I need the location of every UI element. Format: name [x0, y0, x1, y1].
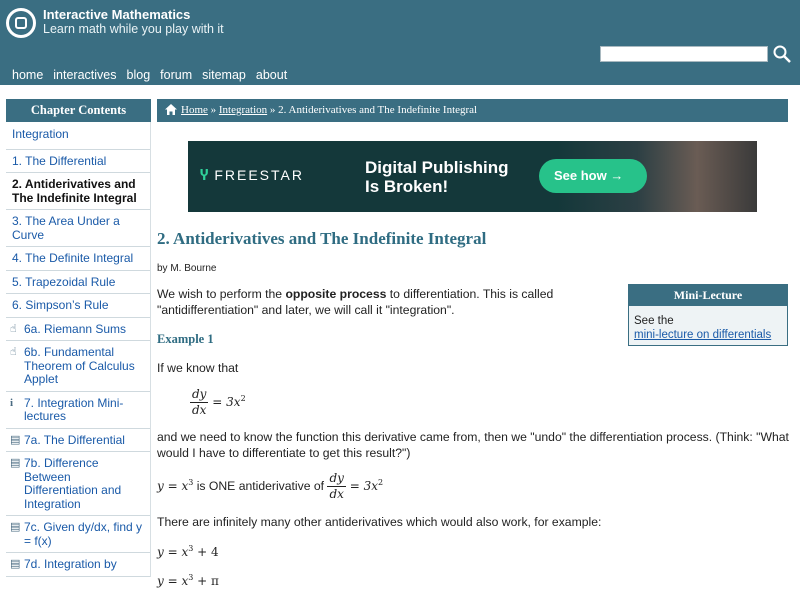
main-nav: [12, 68, 287, 82]
search-input[interactable]: [600, 46, 768, 62]
site-tagline: Learn math while you play with it: [43, 22, 224, 36]
nav-interactives[interactable]: interactives: [53, 68, 117, 82]
sidebar-item-6[interactable]: 6. Simpson’s Rule: [6, 294, 150, 318]
sidebar-item-7[interactable]: i 7. Integration Mini-lectures: [6, 392, 150, 429]
sidebar-item-2-current: 2. Antiderivatives and The Indefinite Integral: [6, 173, 150, 210]
equation-example-plus-4: $y = x^3 + 4$: [157, 544, 219, 559]
search-icon[interactable]: [772, 44, 792, 64]
example-heading: Example 1: [157, 332, 214, 346]
sidebar-item-7c[interactable]: ▤ 7c. Given dy/dx, find y = f(x): [6, 516, 150, 553]
ad-brand-logo: Ⴤ FREESTAR: [200, 167, 304, 183]
sidebar-item-4[interactable]: 4. The Definite Integral: [6, 247, 150, 271]
sidebar-item-1[interactable]: 1. The Differential: [6, 150, 150, 174]
slides-icon: ▤: [10, 457, 21, 469]
nav-home[interactable]: home: [12, 68, 44, 82]
sidebar-item-3[interactable]: 3. The Area Under a Curve: [6, 210, 150, 247]
intro-paragraph: We wish to perform the opposite process to differentiation. This is called "antidifferentiation" and later, we will call it "integration".: [157, 287, 554, 317]
info-icon: i: [10, 396, 14, 409]
equation-example-plus-pi: $y = x^3 + \pi$: [157, 573, 219, 588]
breadcrumb-home-link[interactable]: Home: [181, 104, 208, 116]
nav-sitemap[interactable]: sitemap: [202, 68, 246, 82]
nav-blog[interactable]: blog: [126, 68, 151, 82]
explanation-paragraph: and we need to know the function this derivative came from, then we "undo" the differentiation process. (Think: "What would I have to differentiate to get this result?"): [157, 430, 789, 460]
mini-lecture-box: [628, 284, 788, 346]
antiderivative-statement: $y = x^3$ is ONE antiderivative of $\frac{dy}{dx}$ = $3x^2$: [157, 471, 384, 501]
more-antiderivatives-text: There are infinitely many other antiderivatives which would also work, for example:: [157, 515, 602, 529]
mini-lecture-text: See the: [634, 315, 674, 327]
freestar-logo-icon: Ⴤ: [200, 167, 209, 183]
chapter-sidebar: [6, 99, 151, 577]
byline: by M. Bourne: [157, 263, 217, 274]
mini-lecture-heading: Mini-Lecture: [629, 285, 787, 306]
nav-about[interactable]: about: [255, 68, 288, 82]
sidebar-item-integration[interactable]: Integration: [6, 122, 150, 150]
hand-icon: ☝: [10, 322, 17, 335]
nav-forum[interactable]: forum: [160, 68, 193, 82]
slides-icon: ▤: [10, 433, 21, 446]
breadcrumb-integration-link[interactable]: Integration: [218, 104, 268, 116]
sidebar-item-6b[interactable]: ☝ 6b. Fundamental Theorem of Calculus Applet: [6, 341, 150, 392]
sidebar-item-5[interactable]: 5. Trapezoidal Rule: [6, 271, 150, 295]
site-logo-icon[interactable]: [6, 8, 36, 38]
mini-lecture-link[interactable]: mini-lecture on differentials: [634, 328, 772, 341]
home-icon: [165, 104, 177, 115]
sidebar-item-6a[interactable]: ☝ 6a. Riemann Sums: [6, 318, 150, 342]
hand-icon: ☝: [10, 346, 17, 358]
ad-banner[interactable]: [188, 141, 757, 212]
page-title: 2. Antiderivatives and The Indefinite Integral: [157, 229, 487, 248]
ad-headline: Digital Publishing Is Broken!: [365, 158, 509, 196]
breadcrumb-current: 2. Antiderivatives and The Indefinite Integral: [278, 104, 478, 116]
sidebar-item-7a[interactable]: ▤ 7a. The Differential: [6, 429, 150, 453]
sidebar-item-7d[interactable]: ▤ 7d. Integration by: [6, 553, 150, 577]
example-text: If we know that: [157, 361, 239, 375]
ad-see-how-button[interactable]: See how →: [539, 159, 647, 193]
equation-derivative: $\frac{dy}{dx}$ = $3x^2$: [192, 387, 246, 417]
slides-icon: ▤: [10, 558, 21, 570]
sidebar-item-7b[interactable]: ▤ 7b. Difference Between Differentiation and Integration: [6, 452, 150, 516]
site-title[interactable]: Interactive Mathematics: [43, 7, 191, 22]
slides-icon: ▤: [10, 521, 21, 533]
breadcrumb: Home » Integration » 2. Antiderivatives and The Indefinite Integral: [157, 99, 788, 122]
sidebar-heading: Chapter Contents: [6, 99, 151, 122]
site-header: [0, 0, 800, 85]
